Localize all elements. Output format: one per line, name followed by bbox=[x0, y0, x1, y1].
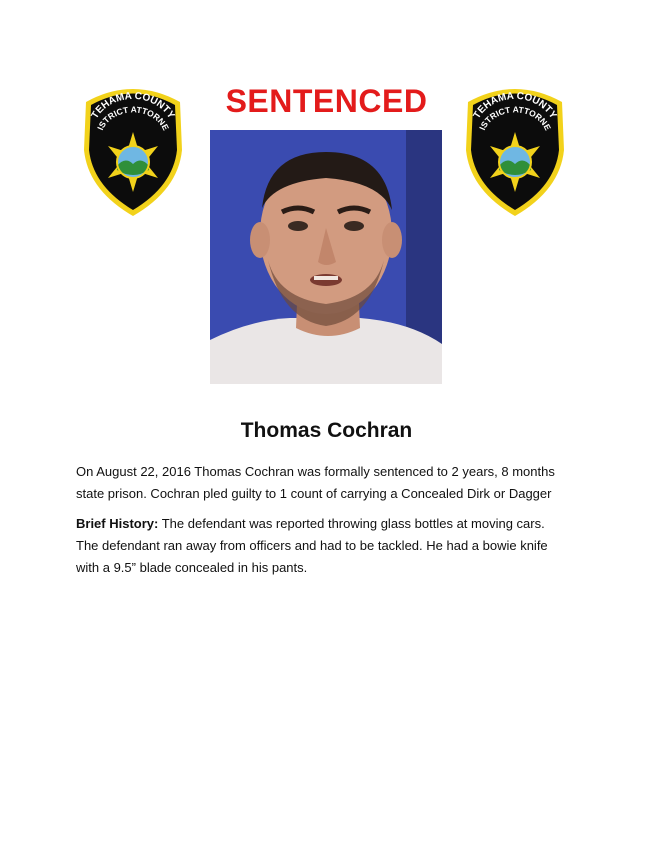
badge-text-bottom: ISTRICT ATTORNE bbox=[477, 104, 554, 133]
person-portrait-icon bbox=[210, 130, 442, 384]
district-attorney-badge-left bbox=[78, 80, 188, 218]
badge-shield-icon bbox=[78, 80, 188, 218]
headline-sentenced: SENTENCED bbox=[225, 83, 428, 119]
sentence-line-2: state prison. Cochran pled guilty to 1 count of carrying a Concealed Dirk or Dagger bbox=[76, 486, 552, 501]
district-attorney-badge-right bbox=[460, 80, 570, 218]
badge-shield-icon bbox=[460, 80, 570, 218]
brief-history-paragraph bbox=[76, 513, 596, 579]
sentence-line-1: On August 22, 2016 Thomas Cochran was formally sentenced to 2 years, 8 months bbox=[76, 464, 555, 479]
history-line-1 bbox=[76, 513, 596, 535]
history-text-1: The defendant was reported throwing glass bottles at moving cars. bbox=[158, 516, 545, 531]
subject-name: Thomas Cochran bbox=[240, 419, 413, 442]
badge-text-top: TEHAMA COUNTY bbox=[89, 90, 177, 121]
brief-history-label: Brief History: bbox=[76, 516, 159, 531]
badge-text-top: TEHAMA COUNTY bbox=[471, 90, 559, 121]
badge-text-bottom: ISTRICT ATTORNE bbox=[95, 104, 172, 133]
mugshot-photo bbox=[210, 130, 442, 384]
sentence-paragraph bbox=[76, 461, 596, 505]
history-line-2: The defendant ran away from officers and had to be tackled. He had a bowie knife bbox=[76, 538, 548, 553]
history-line-3: with a 9.5” blade concealed in his pants. bbox=[76, 560, 308, 575]
